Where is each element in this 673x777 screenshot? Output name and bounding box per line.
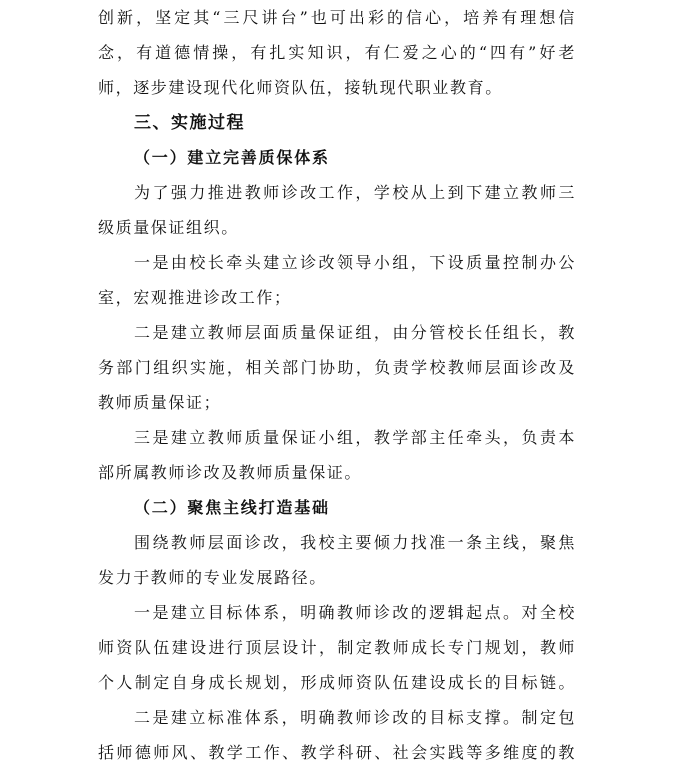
body-line: 创新，坚定其“三尺讲台”也可出彩的信心，培养有理想信 <box>98 8 576 27</box>
body-line: 部所属教师诊改及教师质量保证。 <box>98 463 363 482</box>
body-line: 级质量保证组织。 <box>98 218 239 237</box>
body-line: 务部门组织实施，相关部门协助，负责学校教师层面诊改及 <box>98 358 576 377</box>
subsection-heading: （一）建立完善质保体系 <box>134 148 330 167</box>
paragraph-first-line: 三是建立教师质量保证小组，教学部主任牵头，负责本 <box>134 428 576 447</box>
body-line: 师，逐步建设现代化师资队伍，接轨现代职业教育。 <box>98 78 503 97</box>
paragraph-first-line: 二是建立标准体系，明确教师诊改的目标支撑。制定包 <box>134 708 576 727</box>
paragraph-first-line: 一是由校长牵头建立诊改领导小组，下设质量控制办公 <box>134 253 576 272</box>
paragraph-first-line: 为了强力推进教师诊改工作，学校从上到下建立教师三 <box>134 183 576 202</box>
subsection-heading: （二）聚焦主线打造基础 <box>134 498 330 517</box>
body-line: 教师质量保证； <box>98 393 222 412</box>
section-heading: 三、实施过程 <box>134 113 245 133</box>
body-line: 个人制定自身成长规划，形成师资队伍建设成长的目标链。 <box>98 673 576 692</box>
paragraph-first-line: 一是建立目标体系，明确教师诊改的逻辑起点。对全校 <box>134 603 576 622</box>
body-line: 室，宏观推进诊改工作； <box>98 288 292 307</box>
paragraph-first-line: 二是建立教师层面质量保证组，由分管校长任组长，教 <box>134 323 576 342</box>
paragraph-first-line: 围绕教师层面诊改，我校主要倾力找准一条主线，聚焦 <box>134 533 576 552</box>
body-line: 师资队伍建设进行顶层设计，制定教师成长专门规划，教师 <box>98 638 576 657</box>
body-line: 念，有道德情操，有扎实知识，有仁爱之心的“四有”好老 <box>98 43 576 62</box>
body-line: 发力于教师的专业发展路径。 <box>98 568 327 587</box>
body-line: 括师德师风、教学工作、教学科研、社会实践等多维度的教 <box>98 743 576 762</box>
